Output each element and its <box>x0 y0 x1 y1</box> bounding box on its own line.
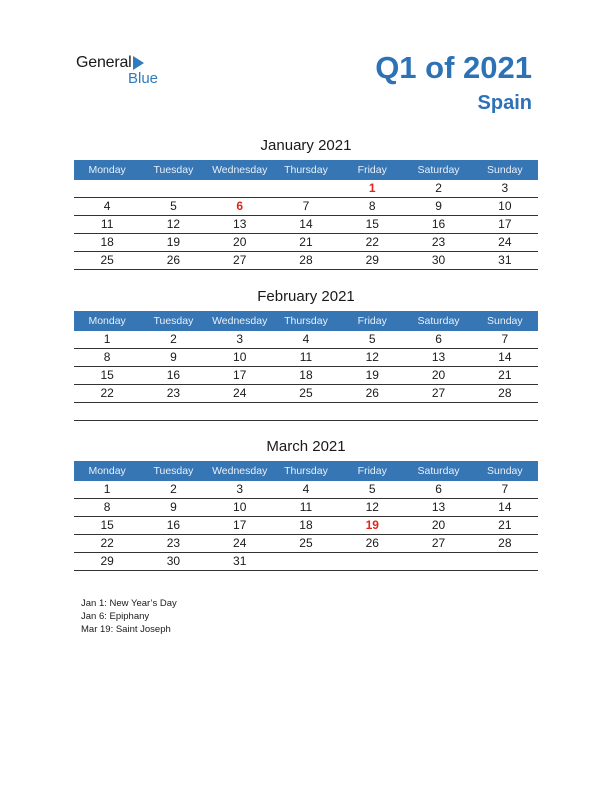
day-cell: 27 <box>233 253 247 267</box>
day-cell: 20 <box>431 368 446 382</box>
day-cell: 26 <box>365 386 379 400</box>
day-cell: 12 <box>365 350 379 364</box>
month-title: February 2021 <box>257 288 355 305</box>
week-row <box>74 403 538 421</box>
logo-word-general: General <box>76 54 132 71</box>
weekday-label: Friday <box>357 164 387 176</box>
day-cell: 16 <box>431 217 446 231</box>
day-cell: 23 <box>166 536 181 550</box>
week-row <box>74 499 538 517</box>
weekday-label: Tuesday <box>153 465 194 477</box>
holiday-note: Jan 1: New Year’s Day <box>81 598 177 609</box>
day-cell: 19 <box>166 235 181 249</box>
weekday-label: Wednesday <box>212 315 268 327</box>
day-cell: 28 <box>498 386 512 400</box>
day-cell: 2 <box>170 482 177 496</box>
day-cell: 18 <box>299 368 313 382</box>
week-row <box>74 331 538 349</box>
day-cell: 10 <box>498 199 512 213</box>
day-cell: 29 <box>100 554 114 568</box>
day-cell: 7 <box>501 332 509 346</box>
day-cell: 13 <box>431 500 446 514</box>
day-cell: 18 <box>299 518 313 532</box>
day-cell: 27 <box>431 536 446 550</box>
holiday-note: Mar 19: Saint Joseph <box>81 624 171 635</box>
day-cell: 5 <box>368 482 376 496</box>
holiday-note: Jan 6: Epiphany <box>81 611 150 622</box>
day-cell <box>140 180 206 197</box>
day-cell: 20 <box>431 518 446 532</box>
holiday-date: 19 <box>365 518 379 532</box>
week-row <box>74 553 538 571</box>
weekday-label: Monday <box>88 465 126 477</box>
page-title: Q1 of 2021 <box>375 50 532 85</box>
day-cell: 5 <box>170 199 177 213</box>
day-cell <box>405 553 471 570</box>
day-cell: 21 <box>498 368 512 382</box>
day-cell: 30 <box>431 253 446 267</box>
day-cell: 27 <box>431 386 446 400</box>
day-cell: 23 <box>431 235 446 249</box>
week-row <box>74 535 538 553</box>
weekday-label: Friday <box>357 315 387 327</box>
weekday-header <box>74 311 538 331</box>
week-row <box>74 180 538 198</box>
day-cell: 12 <box>166 217 181 231</box>
day-cell: 25 <box>299 536 313 550</box>
day-cell: 29 <box>365 253 379 267</box>
weekday-label: Monday <box>88 164 126 176</box>
day-cell <box>339 553 405 570</box>
day-cell: 15 <box>365 217 379 231</box>
day-cell: 3 <box>236 482 244 496</box>
day-cell: 2 <box>170 332 177 346</box>
day-cell: 20 <box>233 235 247 249</box>
day-cell: 9 <box>435 199 442 213</box>
day-cell: 15 <box>100 518 114 532</box>
day-cell <box>74 403 140 420</box>
day-cell: 26 <box>365 536 379 550</box>
weekday-label: Saturday <box>417 465 460 477</box>
weekday-header <box>74 461 538 481</box>
day-cell: 31 <box>233 554 247 568</box>
day-cell: 10 <box>233 500 247 514</box>
week-row <box>74 385 538 403</box>
day-cell: 16 <box>166 518 181 532</box>
day-cell: 9 <box>170 500 177 514</box>
weekday-label: Thursday <box>284 164 328 176</box>
day-cell <box>140 403 206 420</box>
day-cell: 17 <box>233 368 247 382</box>
day-cell: 8 <box>103 350 111 364</box>
week-row <box>74 367 538 385</box>
weekday-label: Tuesday <box>153 164 194 176</box>
weekday-label: Wednesday <box>212 465 268 477</box>
day-cell: 26 <box>166 253 181 267</box>
day-cell: 21 <box>299 235 313 249</box>
day-cell: 22 <box>365 235 379 249</box>
week-row <box>74 481 538 499</box>
week-row <box>74 349 538 367</box>
weekday-label: Tuesday <box>153 315 194 327</box>
day-cell: 25 <box>100 253 114 267</box>
weekday-label: Monday <box>88 315 126 327</box>
day-cell <box>273 553 339 570</box>
day-cell: 28 <box>299 253 313 267</box>
day-cell: 14 <box>299 217 313 231</box>
holiday-date: 6 <box>236 199 244 213</box>
week-row <box>74 234 538 252</box>
day-cell: 23 <box>166 386 181 400</box>
day-cell <box>207 180 273 197</box>
weekday-label: Wednesday <box>212 164 268 176</box>
day-cell: 24 <box>233 536 247 550</box>
day-cell: 4 <box>302 332 310 346</box>
day-cell: 12 <box>365 500 379 514</box>
weekday-label: Sunday <box>487 315 523 327</box>
day-cell: 16 <box>166 368 181 382</box>
day-cell: 10 <box>233 350 247 364</box>
month-title: January 2021 <box>260 137 352 154</box>
generalblue-logo <box>76 53 176 87</box>
month-march <box>74 439 538 571</box>
day-cell: 14 <box>498 500 512 514</box>
week-row <box>74 216 538 234</box>
month-january <box>74 138 538 270</box>
week-row <box>74 517 538 535</box>
day-cell <box>74 180 140 197</box>
day-cell: 8 <box>103 500 111 514</box>
day-cell <box>273 180 339 197</box>
day-cell: 21 <box>498 518 512 532</box>
day-cell <box>273 403 339 420</box>
weekday-label: Thursday <box>284 465 328 477</box>
weekday-label: Saturday <box>417 164 460 176</box>
day-cell: 19 <box>365 368 379 382</box>
week-row <box>74 252 538 270</box>
day-cell <box>207 403 273 420</box>
day-cell: 14 <box>498 350 512 364</box>
day-cell: 24 <box>233 386 247 400</box>
day-cell: 6 <box>435 482 442 496</box>
weekday-label: Thursday <box>284 315 328 327</box>
day-cell: 6 <box>435 332 442 346</box>
week-row <box>74 198 538 216</box>
day-cell: 2 <box>435 181 442 195</box>
day-cell: 15 <box>100 368 114 382</box>
day-cell: 13 <box>431 350 446 364</box>
weekday-label: Sunday <box>487 164 523 176</box>
day-cell: 11 <box>299 350 313 364</box>
weekday-header <box>74 160 538 180</box>
day-cell: 28 <box>498 536 512 550</box>
day-cell: 11 <box>100 217 114 231</box>
month-title: March 2021 <box>266 438 346 455</box>
day-cell: 4 <box>302 482 310 496</box>
day-cell: 11 <box>299 500 313 514</box>
day-cell: 18 <box>100 235 114 249</box>
day-cell: 1 <box>103 332 111 346</box>
day-cell: 9 <box>170 350 177 364</box>
weekday-label: Saturday <box>417 315 460 327</box>
day-cell: 24 <box>498 235 512 249</box>
holiday-date: 1 <box>368 181 376 195</box>
day-cell: 4 <box>103 199 111 213</box>
logo-triangle-icon <box>133 56 144 70</box>
day-cell: 7 <box>501 482 509 496</box>
day-cell: 5 <box>368 332 376 346</box>
weekday-label: Sunday <box>487 465 523 477</box>
day-cell: 1 <box>103 482 111 496</box>
day-cell <box>405 403 471 420</box>
day-cell: 3 <box>236 332 244 346</box>
day-cell: 30 <box>166 554 181 568</box>
day-cell: 8 <box>368 199 376 213</box>
logo-word-blue: Blue <box>128 70 159 87</box>
day-cell: 7 <box>302 199 310 213</box>
day-cell: 22 <box>100 386 114 400</box>
day-cell: 17 <box>498 217 512 231</box>
day-cell <box>472 553 538 570</box>
day-cell <box>472 403 538 420</box>
day-cell: 25 <box>299 386 313 400</box>
day-cell: 13 <box>233 217 247 231</box>
day-cell: 17 <box>233 518 247 532</box>
day-cell: 31 <box>498 253 512 267</box>
country-name: Spain <box>477 92 532 114</box>
holiday-notes <box>81 597 177 636</box>
day-cell <box>339 403 405 420</box>
month-february <box>74 289 538 421</box>
weekday-label: Friday <box>357 465 387 477</box>
day-cell: 3 <box>501 181 509 195</box>
day-cell: 22 <box>100 536 114 550</box>
